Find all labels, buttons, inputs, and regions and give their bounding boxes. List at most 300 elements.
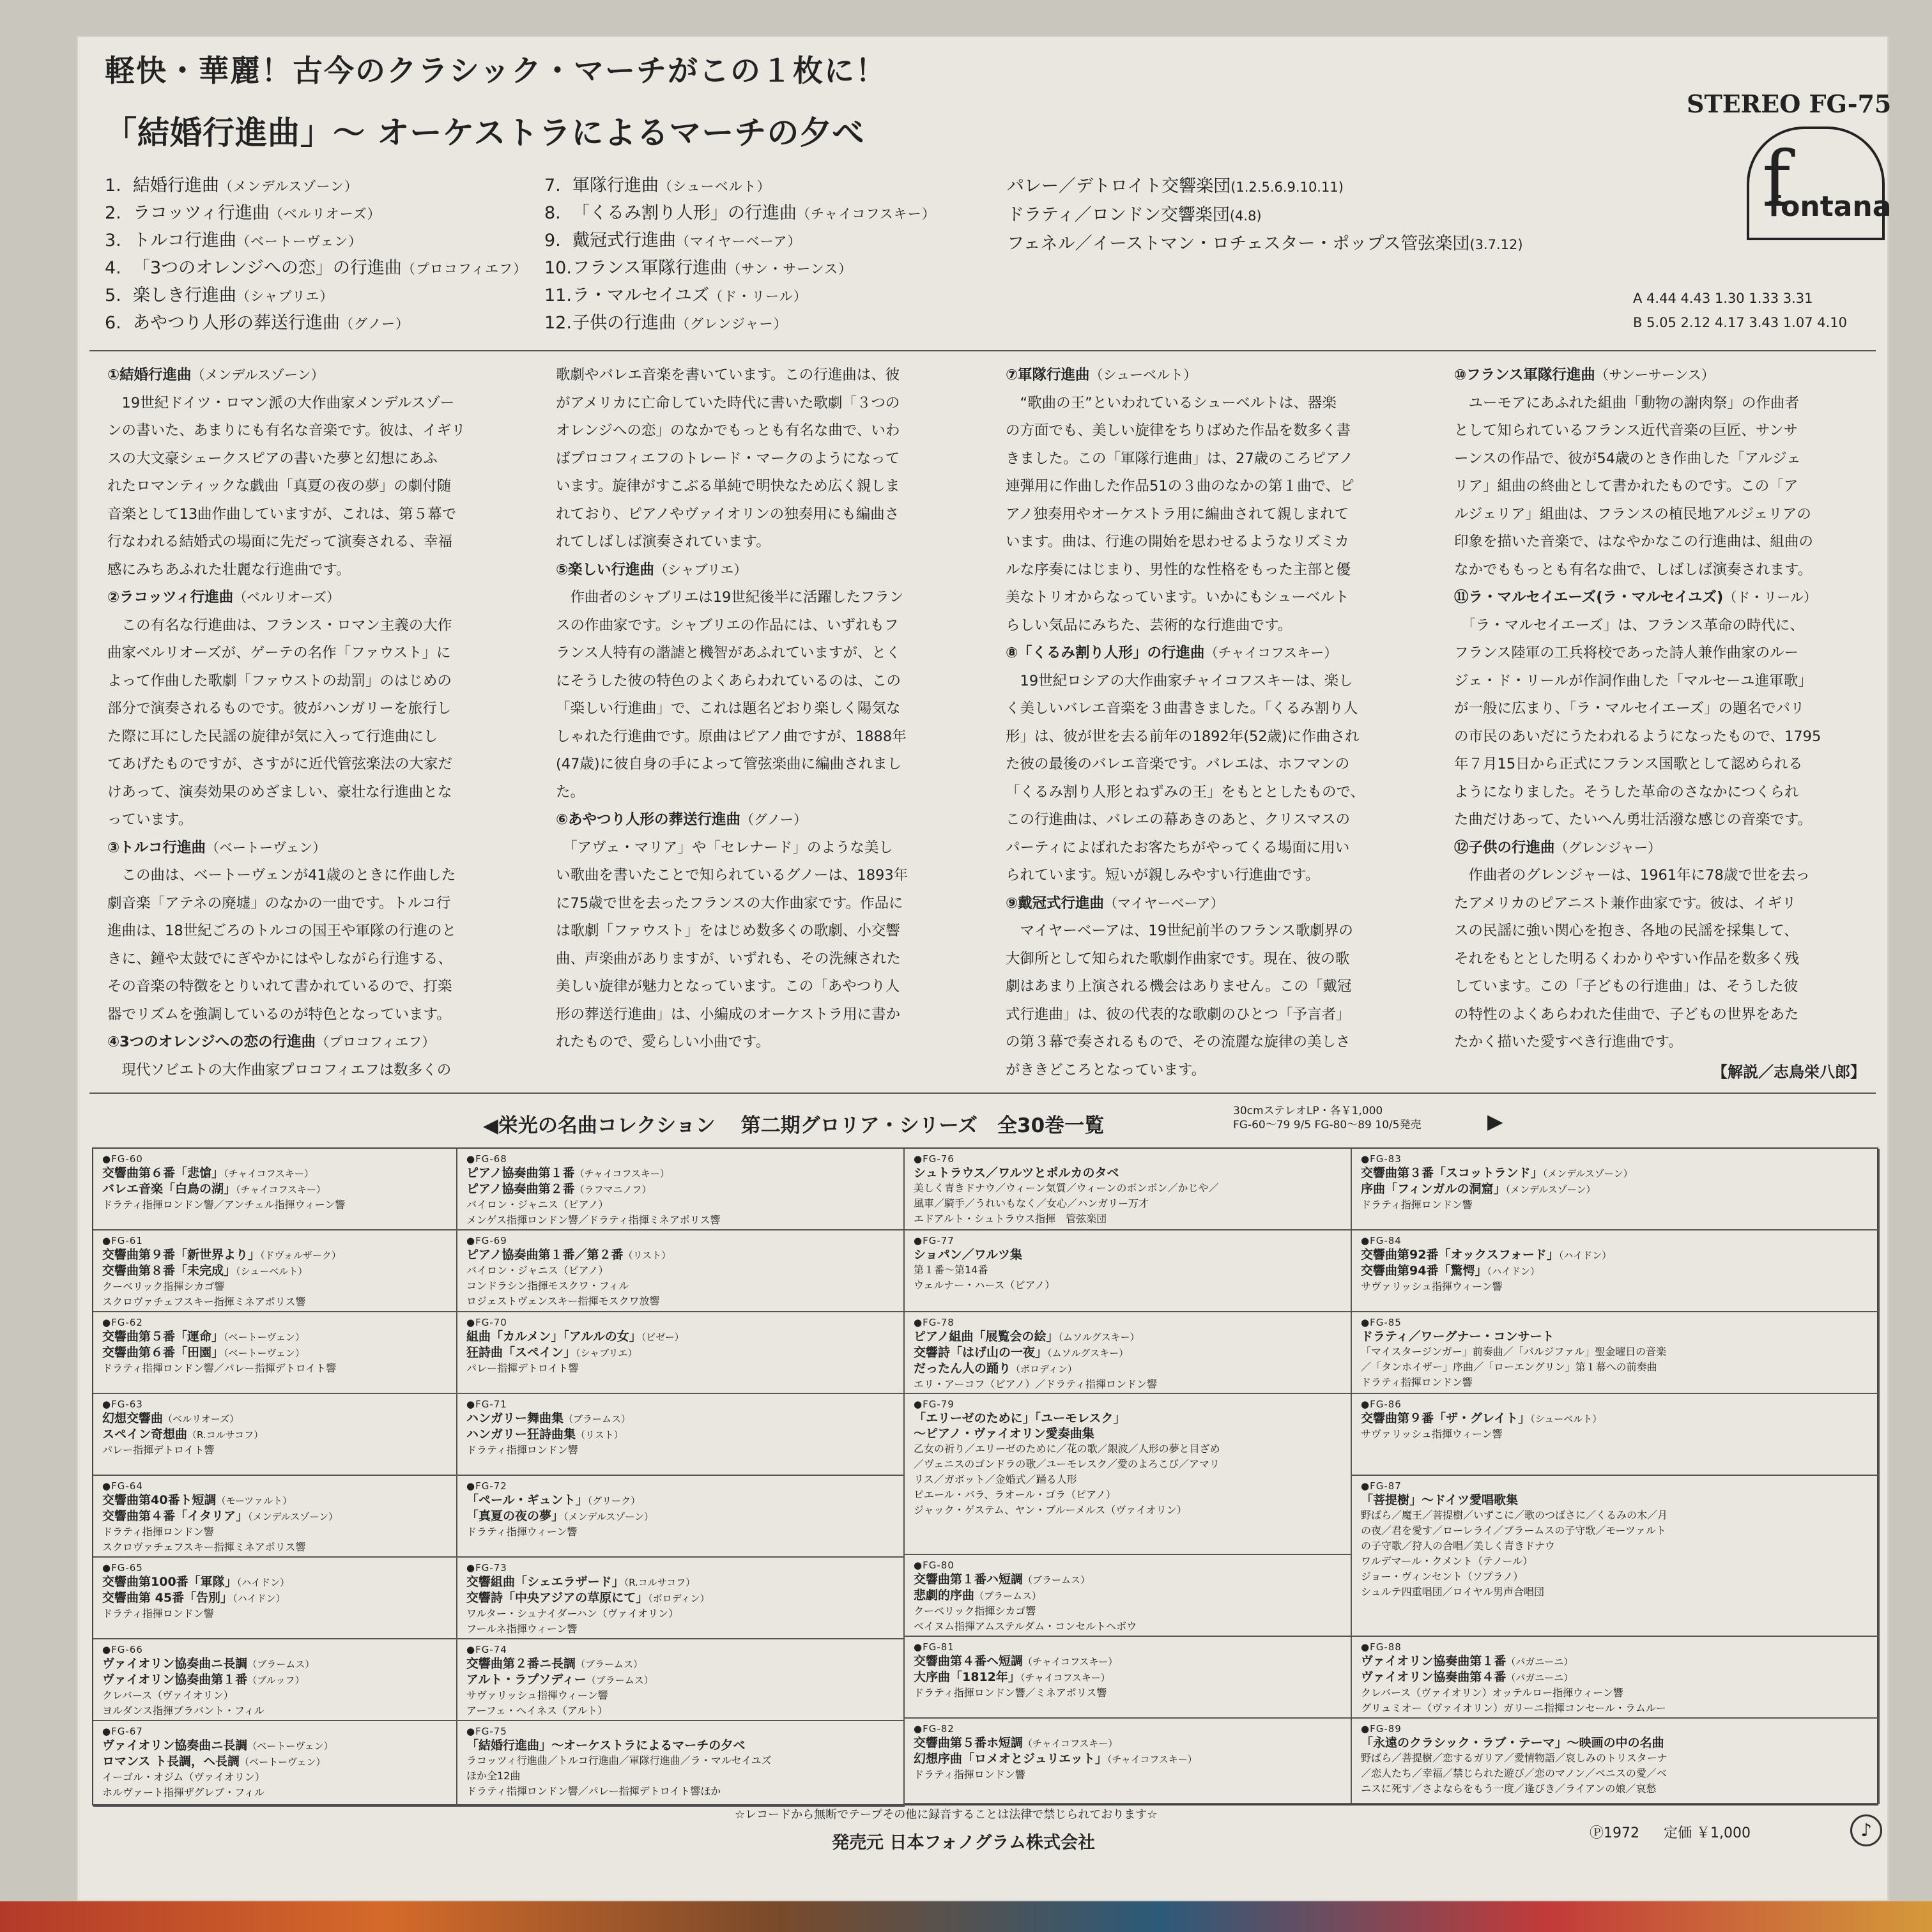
catalog-work-title: 幻想交響曲: [102, 1411, 164, 1425]
catalog-work-composer: （ベートーヴェン）: [224, 1347, 305, 1359]
note-line: 「楽しい行進曲」で、これは題名どおり楽しく陽気な: [556, 700, 901, 717]
catalog-performer: スクロヴァチェフスキー指揮ミネアポリス響: [102, 1296, 306, 1308]
catalog-work-composer: （ムソルグスキー）: [1047, 1347, 1129, 1359]
catalog-work-title: 交響曲第100番「軍隊」: [102, 1575, 237, 1589]
catalog-work-title: ハンガリー舞曲集: [466, 1411, 564, 1425]
phonogram-mark-icon: ♪: [1850, 1814, 1882, 1846]
note-heading-composer: （グレンジャー）: [1554, 839, 1662, 855]
catalog-entry: [1352, 1394, 1880, 1476]
catalog-code: ●FG-75: [466, 1726, 507, 1737]
catalog-work-title: バレエ音楽「白鳥の湖」: [102, 1182, 236, 1196]
catalog-work-title: 序曲「フィンガルの洞窟」: [1361, 1182, 1506, 1196]
catalog-performer: グリュミオー（ヴァイオリン）ガリーニ指揮コンセール・ラムルー: [1361, 1702, 1666, 1714]
note-line: 劇はあまり上演される機会はありません。この「戴冠: [1006, 978, 1352, 995]
track-title: フランス軍隊行進曲: [572, 258, 728, 278]
track-composer: （ド・リール）: [709, 289, 808, 304]
note-heading-title: ⑦軍隊行進曲: [1006, 367, 1090, 383]
arrow-right-icon: ▶: [1487, 1109, 1503, 1133]
catalog-performer: ／「タンホイザー」序曲／「ローエングリン」第１幕への前奏曲: [1361, 1361, 1657, 1373]
note-line: しゃれた行進曲です。原曲はピアノ曲ですが、1888年: [556, 728, 907, 745]
note-line: けあって、演奏効果のめざましい、豪壮な行進曲とな: [107, 783, 452, 801]
catalog-entry: [93, 1230, 457, 1312]
track-times: [1633, 286, 1847, 335]
note-heading: [107, 584, 516, 612]
catalog-entry: [93, 1312, 457, 1394]
note-line: この有名な行進曲は、フランス・ロマン主義の大作: [107, 617, 452, 634]
catalog-performer: ラコッツィ行進曲／トルコ行進曲／軍隊行進曲／ラ・マルセイユズ: [466, 1754, 772, 1767]
performer-item: [1007, 230, 1523, 259]
note-line: 歌劇やバレエ音楽を書いています。この行進曲は、彼: [556, 367, 900, 383]
catalog-code: ●FG-84: [1361, 1235, 1402, 1246]
note-line: 作曲者のシャブリエは19世紀後半に活躍したフラン: [556, 589, 904, 606]
catalog-performer: ／ヴェニスのゴンドラの歌／ユーモレスク／愛のよろこび／アマリ: [914, 1458, 1220, 1470]
note-line: フランス陸軍の工兵将校であった詩人兼作曲家のルー: [1454, 645, 1799, 661]
note-heading: [107, 362, 516, 390]
catalog-work-composer: （R.コルサコフ）: [624, 1577, 696, 1588]
catalog-code: ●FG-71: [466, 1399, 507, 1410]
catalog-work-title: 交響曲第94番「驚愕」: [1361, 1264, 1487, 1278]
catalog-work: [466, 1181, 894, 1197]
catalog-work: [102, 1672, 447, 1688]
track-item: [544, 310, 936, 337]
catalog-work-composer: （ベートーヴェン）: [240, 1756, 326, 1768]
catalog-entry: [93, 1721, 457, 1807]
catalog-work-title: 交響曲第３番「スコットランド」: [1361, 1166, 1543, 1180]
catalog-code: ●FG-83: [1361, 1153, 1402, 1165]
catalog-entry: [1352, 1637, 1880, 1719]
catalog-code: ●FG-61: [102, 1235, 143, 1246]
note-heading-title: ⑩フランス軍隊行進曲: [1454, 367, 1595, 383]
note-line: らしい気品にみちた、芸術的な行進曲です。: [1006, 617, 1292, 634]
catalog-work-title: 交響曲第４番「イタリア」: [102, 1509, 249, 1523]
catalog-code: ●FG-69: [466, 1235, 507, 1246]
copyright-notice: ☆レコードから無断でテープその他に録音することは法律で禁じられております☆: [735, 1808, 1158, 1821]
catalog-work: [914, 1735, 1342, 1751]
catalog-entry: [905, 1230, 1352, 1312]
note-line: スの大文豪シェークスピアの書いた夢と幻想にあふ: [107, 450, 438, 467]
catalog-work: [1361, 1329, 1869, 1344]
note-heading-composer: （プロコフィエフ）: [316, 1034, 436, 1050]
catalog-entry: [1352, 1312, 1880, 1394]
catalog-work-title: 組曲「カルメン」「アルルの女」: [466, 1330, 641, 1344]
catalog-work-title: 「真夏の夜の夢」: [466, 1509, 564, 1523]
note-heading-composer: （チャイコフスキー）: [1204, 645, 1338, 661]
note-line: スの民謡に強い関心を抱き、各地の民謡を採集して、: [1454, 923, 1798, 939]
note-heading-title: ⑫子供の行進曲: [1454, 839, 1555, 856]
note-line: その音楽の特徴をとりいれて書かれているので、打楽: [107, 978, 452, 995]
note-heading-composer: （ベルリオーズ）: [233, 590, 341, 605]
note-line: 19世紀ロシアの大作曲家チャイコフスキーは、楽し: [1006, 672, 1353, 689]
catalog-work: [102, 1508, 447, 1524]
catalog-performer: ニスに死す／さよならをもう一度／逢びき／ライアンの娘／哀愁: [1361, 1782, 1657, 1795]
performer-item: [1007, 201, 1523, 230]
catalog-performer: の子守歌／狩人の合唱／美しく青きドナウ: [1361, 1540, 1556, 1552]
catalog-work-composer: （メンデルスゾーン）: [1505, 1184, 1596, 1195]
catalog-work-composer: （リスト）: [623, 1250, 671, 1261]
catalog-entry: [93, 1639, 457, 1721]
note-line: れてしばしば演奏されています。: [556, 533, 770, 550]
catalog-work-title: ヴァイオリン協奏曲第１番: [102, 1673, 248, 1687]
series-subtitle: 第二期グロリア・シリーズ 全30巻一覧: [740, 1114, 1105, 1137]
note-line: の市民のあいだにうたわれるようになったもので、1795: [1454, 728, 1821, 745]
note-line: 形の葬送行進曲」は、小編成のオーケストラ用に書か: [556, 1006, 901, 1023]
note-heading-title: ④3つのオレンジへの恋の行進曲: [107, 1034, 316, 1050]
track-number: 4.: [105, 258, 121, 278]
catalog-code: ●FG-72: [466, 1480, 507, 1492]
track-list-right: [544, 172, 936, 337]
note-line: として知られているフランス近代音楽の巨匠、サンサ: [1454, 422, 1798, 439]
catalog-code: ●FG-66: [102, 1644, 143, 1655]
catalog-work: [1361, 1411, 1869, 1427]
catalog-work: [914, 1426, 1342, 1441]
note-line: の方面でも、美しい旋律をちりばめた作品を数多く書: [1006, 422, 1351, 439]
catalog-code: ●FG-77: [914, 1235, 954, 1246]
catalog-work-title: ピアノ協奏曲第１番／第２番: [466, 1248, 624, 1262]
note-heading-title: ②ラコッツィ行進曲: [107, 589, 234, 606]
catalog-performer: パレー指揮デトロイト響: [102, 1444, 215, 1456]
track-composer: （マイヤーベーア）: [676, 234, 802, 249]
catalog-number: STEREO FG-75: [1687, 89, 1892, 118]
note-line: ンの書いた、あまりにも有名な音楽です。彼は、イギリ: [107, 422, 466, 439]
catalog-entry: [905, 1555, 1352, 1637]
note-heading: [556, 806, 965, 834]
note-line: 劇音楽「アテネの廃墟」のなかの一曲です。トルコ行: [107, 894, 451, 912]
catalog-work-title: ヴァイオリン協奏曲ニ長調: [102, 1738, 248, 1752]
catalog-work-title: ヴァイオリン協奏曲第１番: [1361, 1654, 1506, 1668]
catalog-entry: [93, 1558, 457, 1639]
catalog-performer: アーフェ・ヘイネス（アルト）: [466, 1705, 608, 1717]
note-line: 曲家ベルリオーズが、ゲーテの名作「ファウスト」に: [107, 645, 451, 661]
catalog-work-composer: （ビゼー）: [641, 1331, 684, 1343]
catalog-entry: [457, 1721, 905, 1807]
catalog-code: ●FG-79: [914, 1399, 954, 1410]
catalog-work-composer: （ベルリオーズ）: [163, 1413, 240, 1425]
note-line: ルな序奏にはじまり、男性的な性格をもった主部と優: [1006, 561, 1351, 578]
note-line: 印象を描いた音楽で、はなやかなこの行進曲は、組曲の: [1454, 533, 1814, 550]
track-number: 9.: [544, 231, 561, 250]
track-item: [544, 172, 936, 200]
note-line: た。: [556, 783, 585, 801]
note-heading: [1006, 890, 1414, 918]
catalog-work-title: 交響曲第４番ヘ短調: [914, 1654, 1023, 1668]
catalog-performer: メンゲス指揮ロンドン響／ドラティ指揮ミネアポリス響: [466, 1214, 721, 1226]
track-title: 戴冠式行進曲: [572, 231, 676, 250]
catalog-work: [466, 1492, 894, 1508]
note-line: ようになりました。そうした革命のさなかにつくられ: [1454, 783, 1799, 801]
catalog-work: [914, 1751, 1342, 1767]
catalog-work: [1361, 1492, 1869, 1508]
catalog-entry: [93, 1394, 457, 1476]
performer-list: [1007, 172, 1523, 259]
catalog-code: ●FG-60: [102, 1153, 143, 1165]
catalog-work-title: 大序曲「1812年」: [914, 1670, 1020, 1684]
catalog-entry: [1352, 1230, 1880, 1312]
note-line: ばプロコフィエフのトレード・マークのようになって: [556, 450, 900, 467]
catalog-performer: フールネ指揮ウィーン響: [466, 1623, 578, 1635]
note-line: た際に耳にした民謡の旋律が気に入って行進曲にし: [107, 728, 438, 745]
catalog-work: [914, 1572, 1342, 1588]
catalog-work-title: ショパン／ワルツ集: [914, 1248, 1023, 1262]
note-line: ルジェリア」組曲は、フランスの植民地アルジェリアの: [1454, 505, 1811, 523]
track-composer: （プロコフィエフ）: [401, 261, 528, 277]
catalog-entry: [905, 1312, 1352, 1394]
catalog-work: [466, 1247, 894, 1263]
note-heading: [1454, 362, 1863, 390]
catalog-work: [466, 1590, 894, 1606]
catalog-work-title: 交響曲第１番ハ短調: [914, 1572, 1023, 1586]
fontana-logo: [1747, 126, 1892, 240]
note-heading: [556, 556, 965, 585]
catalog-work: [102, 1411, 447, 1427]
track-item: [105, 227, 527, 255]
catalog-work: [466, 1738, 894, 1753]
catalog-performer: ドラティ指揮ロンドン響: [1361, 1376, 1473, 1388]
catalog-entry: [457, 1149, 905, 1230]
catalog-performer: イーゴル・オジム（ヴァイオリン）: [102, 1771, 265, 1783]
catalog-work: [1361, 1165, 1869, 1181]
catalog-work-title: ロマンス ト長調，ヘ長調: [102, 1754, 240, 1768]
notes-column-2: [556, 362, 965, 1057]
catalog-work-composer: （チャイコフスキー）: [1107, 1754, 1197, 1765]
performer-item: [1007, 172, 1523, 201]
catalog-work-title: 悲劇的序曲: [914, 1588, 975, 1602]
catalog-work-title: シュトラウス／ワルツとポルカのタベ: [914, 1166, 1119, 1180]
catalog-code: ●FG-63: [102, 1399, 143, 1410]
catalog-performer: ドラティ指揮ウィーン響: [466, 1526, 578, 1538]
catalog-work: [1361, 1669, 1869, 1685]
catalog-work: [102, 1574, 447, 1590]
catalog-work: [102, 1329, 447, 1345]
track-item: [105, 200, 527, 227]
note-heading-composer: （シューベルト）: [1089, 367, 1197, 383]
catalog-performer: ジョー・ヴィンセント（ソプラノ）: [1361, 1570, 1524, 1583]
note-line: たアメリカのピアニスト兼作曲家です。彼は、イギリ: [1454, 894, 1797, 912]
catalog-work-composer: （リスト）: [576, 1429, 624, 1441]
catalog-performer: バイロン・ジャニス（ピアノ）: [466, 1199, 609, 1211]
catalog-work-title: 交響詩「はげ山の一夜」: [914, 1346, 1048, 1360]
catalog-work: [1361, 1263, 1869, 1279]
catalog-entry: [457, 1558, 905, 1639]
catalog-work-title: ハンガリー狂詩曲集: [466, 1427, 576, 1441]
catalog-work-title: 交響曲第６番「田園」: [102, 1346, 224, 1360]
catalog-entry: [93, 1149, 457, 1230]
catalog-work: [914, 1329, 1342, 1345]
catalog-work-title: 交響曲第９番「新世界より」: [102, 1248, 261, 1262]
catalog-work-title: 交響曲第92番「オックスフォード」: [1361, 1248, 1559, 1262]
catalog-code: ●FG-73: [466, 1562, 507, 1574]
catalog-performer: 第１番〜第14番: [914, 1264, 988, 1276]
catalog-work-composer: （ブラームス）: [564, 1413, 631, 1425]
series-price: [1233, 1104, 1421, 1132]
note-line: に75歳で世を去ったフランスの大作曲家です。作品に: [556, 894, 903, 912]
catalog-code: ●FG-67: [102, 1726, 143, 1737]
catalog-work-composer: （ベートーヴェン）: [247, 1740, 334, 1752]
catalog-work: [914, 1588, 1342, 1604]
note-line: スの作曲家です。シャブリエの作品には、いずれもフ: [556, 617, 899, 634]
track-number: 11.: [544, 286, 572, 305]
note-heading-composer: （ド・リール）: [1723, 590, 1817, 605]
catalog-performer: パレー指揮デトロイト響: [466, 1362, 579, 1374]
track-number: 1.: [105, 176, 121, 195]
catalog-work-composer: （ボロディン）: [648, 1593, 710, 1604]
catalog-performer: 野ばら／菩提樹／恋するガリア／愛情物語／哀しみのトリスターナ: [1361, 1752, 1667, 1764]
catalog-work: [1361, 1653, 1869, 1669]
track-composer: （ベルリオーズ）: [269, 206, 381, 222]
note-line: この曲は、ベートーヴェンが41歳のときに作曲した: [107, 867, 456, 884]
catalog-work-title: ヴァイオリン協奏曲第４番: [1361, 1670, 1506, 1684]
catalog-work: [102, 1656, 447, 1672]
catalog-work-title: 「菩提樹」〜ドイツ愛唱歌集: [1361, 1493, 1519, 1507]
catalog-entry: [905, 1719, 1352, 1804]
tagline: 軽快・華麗！古今のクラシック・マーチがこの１枚に！: [105, 54, 887, 89]
track-item: [544, 282, 936, 310]
catalog-work-composer: （メンデルスゾーン）: [248, 1511, 339, 1522]
performer-name: フェネル／イーストマン・ロチェスター・ポップス管弦楽団: [1007, 234, 1470, 254]
note-line: 「アヴェ・マリア」や「セレナード」のような美し: [556, 839, 893, 856]
note-heading: [107, 834, 516, 862]
catalog-entry: [457, 1394, 905, 1476]
catalog-work-composer: （チャイコフスキー）: [1020, 1672, 1110, 1683]
track-title: ラコッツィ行進曲: [133, 203, 270, 223]
catalog-work: [102, 1165, 447, 1181]
catalog-entry: [905, 1394, 1352, 1555]
logo-text: fontana: [1768, 190, 1892, 223]
catalog-work-title: 交響曲第 45番「告別」: [102, 1591, 233, 1605]
track-title: あやつり人形の葬送行進曲: [133, 313, 340, 333]
note-heading: [1454, 584, 1863, 612]
catalog-performer: ウェルナー・ハース（ピアノ）: [914, 1279, 1055, 1291]
note-line: 進曲は、18世紀ごろのトルコの国王や軍隊の行進のと: [107, 923, 457, 939]
catalog-entry: [905, 1149, 1352, 1230]
catalog-entry: [457, 1312, 905, 1394]
catalog-performer: リス／ガボット／金婚式／踊る人形: [914, 1473, 1077, 1485]
catalog-code: ●FG-65: [102, 1562, 143, 1574]
catalog-work-title: スペイン奇想曲: [102, 1427, 188, 1441]
note-line: 大御所として知られた歌劇作曲家です。現在、彼の歌: [1006, 950, 1350, 967]
catalog-work-composer: （ハイドン）: [236, 1577, 290, 1588]
note-heading: [1006, 640, 1414, 668]
catalog-work: [102, 1427, 447, 1443]
catalog-work-title: 〜ピアノ・ヴァイオリン愛奏曲集: [914, 1427, 1094, 1441]
note-heading: [1006, 362, 1414, 390]
catalog-grid: [92, 1147, 1878, 1805]
catalog-work: [102, 1247, 447, 1263]
catalog-work-composer: （モーツァルト）: [216, 1495, 293, 1506]
note-heading-composer: （サンーサーンス）: [1595, 367, 1715, 383]
catalog-code: ●FG-87: [1361, 1480, 1402, 1492]
catalog-performer: エリ・アーコフ（ピアノ）／ドラティ指揮ロンドン響: [914, 1378, 1157, 1390]
notes-credit: 【解説／志鳥栄八郎】: [1712, 1063, 1866, 1081]
catalog-work-composer: （ブラームス）: [247, 1659, 315, 1670]
performer-name: ドラティ／ロンドン交響楽団: [1007, 205, 1230, 225]
series-title: ◀栄光の名曲コレクション: [483, 1114, 716, 1137]
note-line: 現代ソビエトの大作曲家プロコフィエフは数多くの: [107, 1061, 452, 1078]
catalog-work-composer: （シューベルト）: [236, 1266, 308, 1277]
note-line: なかでももっとも有名な曲で、しばしば演奏されます。: [1454, 561, 1813, 578]
catalog-work-composer: （チャイコフスキー）: [574, 1168, 670, 1179]
track-title: 子供の行進曲: [572, 313, 676, 333]
catalog-work-composer: （ブラームス）: [576, 1659, 643, 1670]
performer-tracks: (4.8): [1229, 208, 1262, 224]
catalog-work-title: 「結婚行進曲」〜オーケストラによるマーチの夕べ: [466, 1738, 746, 1752]
track-title: ラ・マルセイユズ: [572, 286, 710, 305]
note-line: 「くるみ割り人形とねずみの王」をもととしたもので、: [1006, 783, 1365, 801]
note-line: 美しい旋律が魅力となっています。この「あやつり人: [556, 978, 900, 995]
catalog-work-title: ピアノ協奏曲第２番: [466, 1182, 575, 1196]
note-line: 形」は、彼が世を去る前年の1892年(52歳)に作曲され: [1006, 728, 1360, 745]
catalog-performer: ジャック・ゲステム、ヤン・ブルーメルス（ヴァイオリン）: [914, 1504, 1187, 1516]
track-item: [105, 255, 527, 282]
catalog-work-composer: （ドヴォルザーク）: [260, 1250, 341, 1261]
catalog-performer: ドラティ指揮ロンドン響／パレー指揮デトロイト響: [102, 1362, 337, 1374]
note-line: 音楽として13曲作曲していますが、これは、第５幕で: [107, 505, 457, 523]
catalog-code: ●FG-70: [466, 1317, 507, 1328]
note-line: きました。この「軍隊行進曲」は、27歳のころピアノ: [1006, 450, 1354, 467]
catalog-entry: [1352, 1476, 1880, 1637]
notes-column-4: [1454, 362, 1863, 1057]
catalog-work-title: 交響曲第８番「未完成」: [102, 1264, 236, 1278]
note-line: この行進曲は、バレエの幕あきのあと、クリスマスの: [1006, 811, 1351, 828]
catalog-work: [102, 1738, 447, 1754]
catalog-performer: サヴァリッシュ指揮ウィーン響: [466, 1689, 608, 1701]
catalog-work-composer: （ハイドン）: [1487, 1266, 1540, 1277]
note-heading-title: ⑤楽しい行進曲: [556, 561, 655, 578]
track-number: 10.: [544, 258, 572, 278]
catalog-work-composer: （チャイコフスキー）: [1023, 1738, 1118, 1749]
note-line: がアメリカに亡命していた時代に書いた歌劇「３つの: [556, 394, 900, 411]
catalog-performer: シュルテ四重唱団／ロイヤル男声合唱団: [1361, 1586, 1545, 1598]
performer-tracks: (3.7.12): [1469, 237, 1523, 252]
catalog-code: ●FG-78: [914, 1317, 954, 1328]
note-line: パーティによばれたお客たちがやってくる場面に用い: [1006, 839, 1350, 856]
catalog-entry: [1352, 1149, 1880, 1230]
track-title: 結婚行進曲: [133, 176, 219, 195]
note-line: い歌曲を書いたことで知られているグノーは、1893年: [556, 867, 908, 884]
track-composer: （グノー）: [340, 316, 410, 332]
catalog-performer: ワルデマール・クメント（テノール）: [1361, 1555, 1533, 1567]
catalog-work: [102, 1754, 447, 1770]
note-heading-composer: （メンデルスゾーン）: [191, 367, 325, 383]
catalog-code: ●FG-80: [914, 1560, 954, 1571]
catalog-work-composer: （R.コルサコフ）: [187, 1429, 264, 1441]
catalog-work-title: ピアノ協奏曲第１番: [466, 1166, 575, 1180]
track-number: 8.: [544, 203, 561, 223]
catalog-code: ●FG-64: [102, 1480, 143, 1492]
note-heading-title: ⑨戴冠式行進曲: [1006, 894, 1105, 912]
catalog-work: [914, 1345, 1342, 1361]
track-composer: （メンデルスゾーン）: [219, 179, 358, 194]
catalog-work-composer: （ムソルグスキー）: [1058, 1331, 1140, 1343]
note-line: く美しいバレエ音楽を３曲書きました。「くるみ割り人: [1006, 700, 1358, 717]
note-line: てあげたものですが、さすがに近代管弦楽法の大家だ: [107, 756, 453, 772]
track-number: 5.: [105, 286, 121, 305]
catalog-work: [102, 1263, 447, 1279]
catalog-work: [102, 1590, 447, 1606]
note-line: た彼の最後のバレエ音楽です。バレエは、ホフマンの: [1006, 756, 1350, 772]
note-line: オレンジへの恋」のなかでもっとも有名な曲で、いわ: [556, 422, 900, 439]
catalog-work-title: 交響曲第６番「悲愴」: [102, 1166, 224, 1180]
note-heading-title: ⑥あやつり人形の葬送行進曲: [556, 811, 741, 828]
note-line: 曲、声楽曲がありますが、いずれも、その洗練された: [556, 950, 901, 967]
catalog-work-composer: （ハイドン）: [1558, 1250, 1612, 1261]
catalog-performer: ホルヴァート指揮ザグレブ・フィル: [102, 1786, 264, 1798]
publisher: 発売元 日本フォノグラム株式会社: [832, 1833, 1095, 1853]
catalog-performer: 野ばら／魔王／菩提樹／いずこに／歌のつばさに／くるみの木／月: [1361, 1509, 1668, 1521]
divider: [89, 350, 1876, 351]
catalog-work: [914, 1411, 1342, 1426]
catalog-work-title: 交響曲第５番「運命」: [102, 1330, 224, 1344]
note-line: 行なわれる結婚式の場面に先だって演奏される、幸福: [107, 533, 453, 550]
